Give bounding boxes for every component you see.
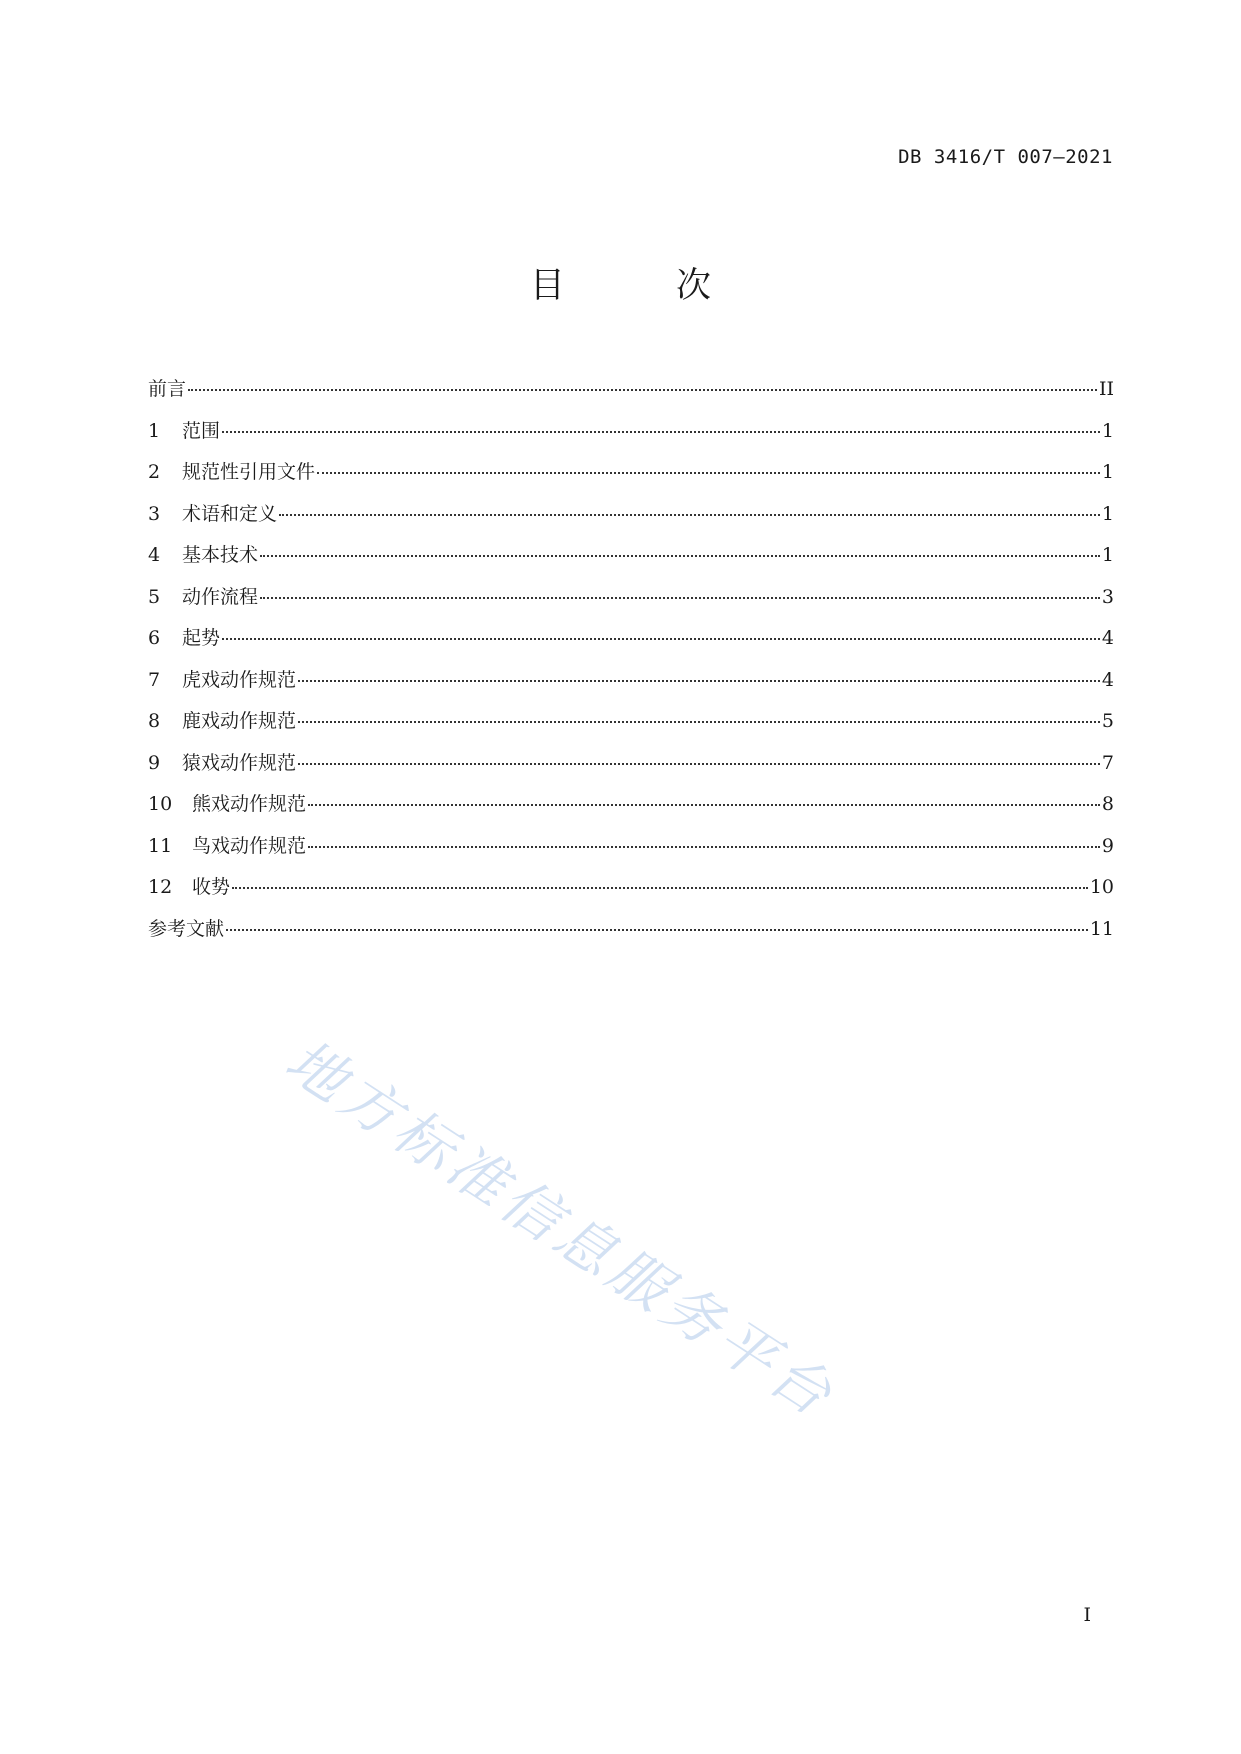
toc-entry-page: 9 — [1101, 834, 1114, 857]
toc-entry-page: 4 — [1101, 668, 1114, 691]
toc-entry-12[interactable] — [148, 872, 1114, 914]
toc-entry-2[interactable] — [148, 457, 1114, 499]
toc-entry-number: 5 — [148, 585, 161, 608]
toc-entry-number: 6 — [148, 627, 161, 649]
toc-entry-number: 1 — [148, 419, 161, 442]
toc-entry-label: 猿戏动作规范 — [182, 751, 297, 774]
toc-entry-4[interactable] — [148, 540, 1114, 582]
toc-entry-number: 8 — [148, 710, 161, 732]
toc-entry-label: 鸟戏动作规范 — [192, 834, 307, 857]
toc-leader-dots — [308, 846, 1100, 848]
toc-entry-label: 规范性引用文件 — [182, 461, 316, 483]
toc-leader-dots — [279, 514, 1100, 516]
toc-entry-label: 前言 — [148, 378, 187, 400]
toc-leader-dots — [260, 597, 1100, 599]
toc-entry-1[interactable] — [148, 416, 1114, 458]
toc-entry-foreword[interactable] — [148, 374, 1114, 416]
toc-entry-label: 术语和定义 — [182, 502, 278, 525]
toc-leader-dots — [260, 555, 1100, 557]
toc-entry-number: 7 — [148, 668, 161, 691]
toc-leader-dots — [232, 887, 1088, 889]
toc-entry-label: 范围 — [182, 419, 221, 442]
toc-entry-label: 基本技术 — [182, 544, 259, 566]
toc-entry-label: 起势 — [182, 627, 221, 649]
toc-entry-number: 10 — [148, 793, 173, 815]
toc-entry-3[interactable] — [148, 499, 1114, 541]
toc-entry-page: 10 — [1089, 876, 1114, 898]
toc-entry-label: 参考文献 — [148, 917, 225, 940]
toc-entry-bibliography[interactable] — [148, 914, 1114, 956]
toc-entry-number: 12 — [148, 876, 173, 898]
document-code: DB 3416/T 007—2021 — [898, 146, 1113, 168]
toc-entry-10[interactable] — [148, 789, 1114, 831]
toc-entry-page: 1 — [1101, 544, 1114, 566]
toc-leader-dots — [222, 638, 1100, 640]
toc-leader-dots — [298, 721, 1100, 723]
toc-entry-label: 收势 — [192, 876, 231, 898]
toc-entry-number: 11 — [148, 834, 173, 857]
toc-entry-label: 动作流程 — [182, 585, 259, 608]
toc-entry-page: 7 — [1101, 751, 1114, 774]
page-number: I — [1083, 1604, 1091, 1626]
toc-entry-page: 1 — [1101, 502, 1114, 525]
toc-entry-number: 3 — [148, 502, 161, 525]
toc-leader-dots — [317, 472, 1100, 474]
toc-entry-page: 4 — [1101, 627, 1114, 649]
toc-entry-number: 2 — [148, 461, 161, 483]
toc-leader-dots — [298, 680, 1100, 682]
toc-entry-page: 1 — [1101, 419, 1114, 442]
toc-entry-page: II — [1098, 378, 1114, 400]
toc-entry-number: 4 — [148, 544, 161, 566]
toc-entry-page: 1 — [1101, 461, 1114, 483]
toc-list — [148, 374, 1114, 955]
watermark: 地方标准信息服务平台 — [273, 1025, 848, 1432]
toc-entry-number: 9 — [148, 751, 161, 774]
toc-entry-label: 鹿戏动作规范 — [182, 710, 297, 732]
toc-entry-label: 熊戏动作规范 — [192, 793, 307, 815]
toc-entry-11[interactable] — [148, 831, 1114, 873]
toc-entry-6[interactable] — [148, 623, 1114, 665]
toc-leader-dots — [298, 763, 1100, 765]
toc-entry-label: 虎戏动作规范 — [182, 668, 297, 691]
toc-leader-dots — [308, 804, 1100, 806]
toc-leader-dots — [226, 929, 1088, 931]
toc-leader-dots — [188, 389, 1097, 391]
toc-title: 目 次 — [529, 266, 762, 306]
toc-entry-8[interactable] — [148, 706, 1114, 748]
toc-leader-dots — [222, 431, 1100, 433]
toc-entry-page: 3 — [1101, 585, 1114, 608]
toc-entry-page: 8 — [1101, 793, 1114, 815]
toc-entry-5[interactable] — [148, 582, 1114, 624]
toc-entry-9[interactable] — [148, 748, 1114, 790]
toc-entry-7[interactable] — [148, 665, 1114, 707]
toc-entry-page: 11 — [1089, 917, 1114, 940]
toc-entry-page: 5 — [1101, 710, 1114, 732]
